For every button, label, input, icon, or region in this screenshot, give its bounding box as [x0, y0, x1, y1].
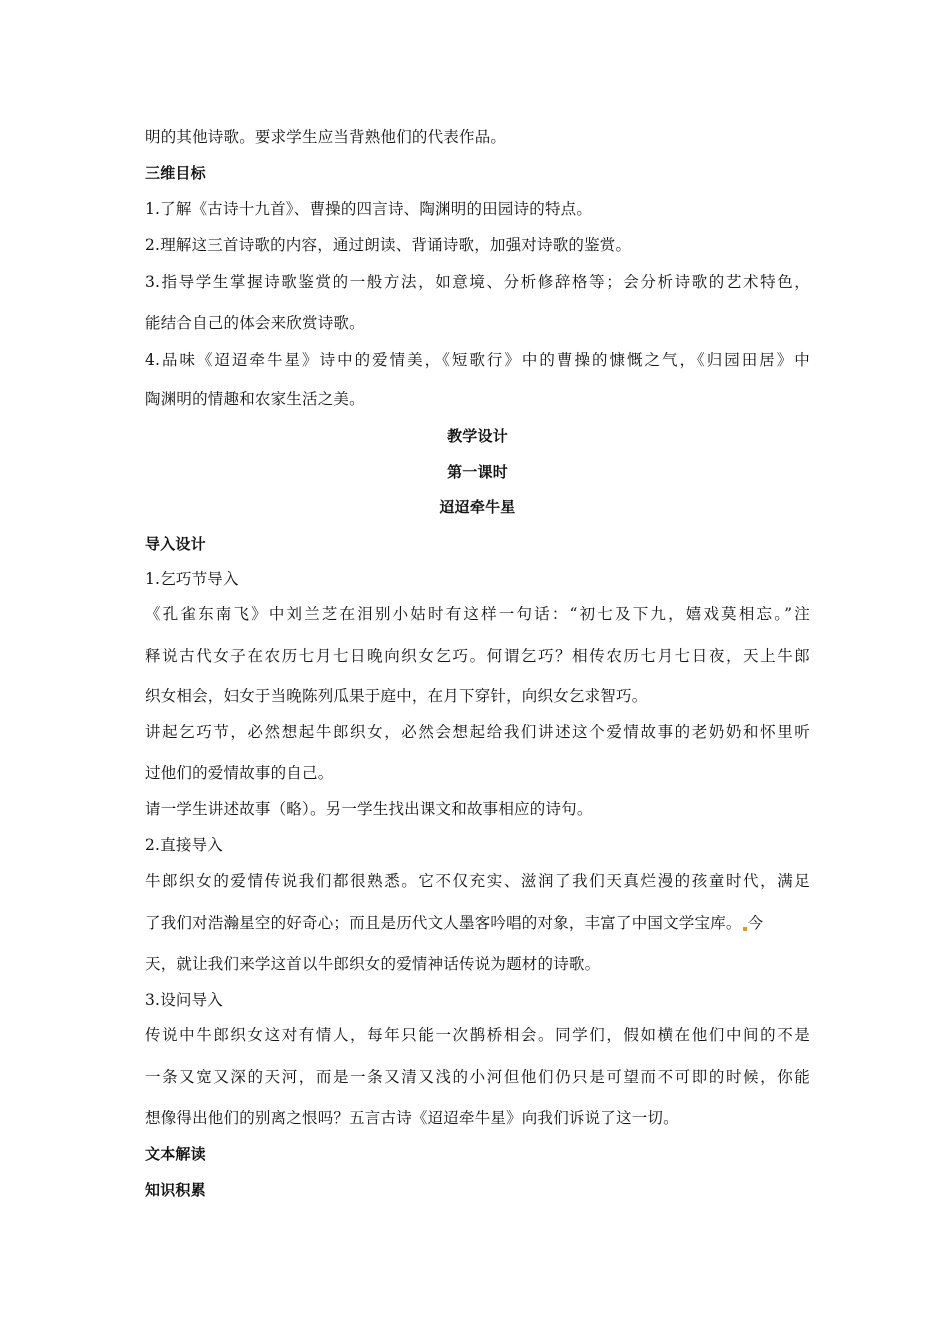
intro2-line-2 — [145, 913, 810, 933]
intro1-line-2: 释说古代女子在农历七月七日晚向织女乞巧。何谓乞巧？相传农历七月七日夜，天上牛郎 — [145, 647, 810, 665]
intro2-line-2-text: 了我们对浩瀚星空的好奇心；而且是历代文人墨客吟唱的对象，丰富了中国文学宝库。 — [145, 914, 742, 932]
intro3-line-1: 传说中牛郎织女这对有情人，每年只能一次鹊桥相会。同学们，假如横在他们中间的不是 — [145, 1026, 810, 1044]
lesson-one-title: 第一课时 — [447, 463, 508, 481]
goal-line-2: 2.理解这三首诗歌的内容，通过朗读、背诵诗歌，加强对诗歌的鉴赏。 — [145, 236, 632, 254]
intro1-line-3: 织女相会，妇女于当晚陈列瓜果于庭中，在月下穿针，向织女乞求智巧。 — [145, 687, 648, 705]
intro1-line-1: 《孔雀东南飞》中刘兰芝在泪别小姑时有这样一句话：“初七及下九，嬉戏莫相忘。”注 — [145, 605, 810, 623]
intro3-line-3: 想像得出他们的别离之恨吗？五言古诗《迢迢牵牛星》向我们诉说了这一切。 — [145, 1109, 679, 1127]
goal-line-4-continued: 陶渊明的情趣和农家生活之美。 — [145, 390, 365, 408]
intro2-line-1: 牛郎织女的爱情传说我们都很熟悉。它不仅充实、滋润了我们天真烂漫的孩童时代，满足 — [145, 872, 810, 890]
goals-heading: 三维目标 — [145, 164, 206, 182]
intro-design-heading: 导入设计 — [145, 535, 206, 553]
goal-line-3-continued: 能结合自己的体会来欣赏诗歌。 — [145, 314, 365, 332]
poem-title: 迢迢牵牛星 — [439, 498, 516, 516]
text-reading-heading: 文本解读 — [145, 1145, 206, 1163]
goal-line-1: 1.了解《古诗十九首》、曹操的四言诗、陶渊明的田园诗的特点。 — [145, 200, 593, 218]
intro1-line-4: 讲起乞巧节，必然想起牛郎织女，必然会想起给我们讲述这个爱情故事的老奶奶和怀里听 — [145, 723, 810, 741]
intro1-title: 1.乞巧节导入 — [145, 570, 239, 588]
goal-line-4: 4.品味《迢迢牵牛星》诗中的爱情美，《短歌行》中的曹操的慷慨之气，《归园田居》中 — [145, 351, 810, 369]
intro2-title: 2.直接导入 — [145, 836, 223, 854]
intro2-line-3: 天，就让我们来学这首以牛郎织女的爱情神话传说为题材的诗歌。 — [145, 955, 601, 973]
teaching-design-title: 教学设计 — [447, 427, 508, 445]
highlight-mark — [743, 927, 747, 931]
intro1-line-5: 过他们的爱情故事的自己。 — [145, 764, 334, 782]
knowledge-heading: 知识积累 — [145, 1181, 206, 1199]
intro3-line-2: 一条又宽又深的天河，而是一条又清又浅的小河但他们仍只是可望而不可即的时候，你能 — [145, 1068, 810, 1086]
intro3-title: 3.设问导入 — [145, 991, 223, 1009]
intro2-line-2-end: 今 — [747, 914, 764, 932]
goal-line-3: 3.指导学生掌握诗歌鉴赏的一般方法，如意境、分析修辞格等；会分析诗歌的艺术特色， — [145, 273, 810, 291]
intro1-line-6: 请一学生讲述故事（略）。另一学生找出课文和故事相应的诗句。 — [145, 800, 593, 818]
intro-tail-line: 明的其他诗歌。要求学生应当背熟他们的代表作品。 — [145, 128, 507, 146]
